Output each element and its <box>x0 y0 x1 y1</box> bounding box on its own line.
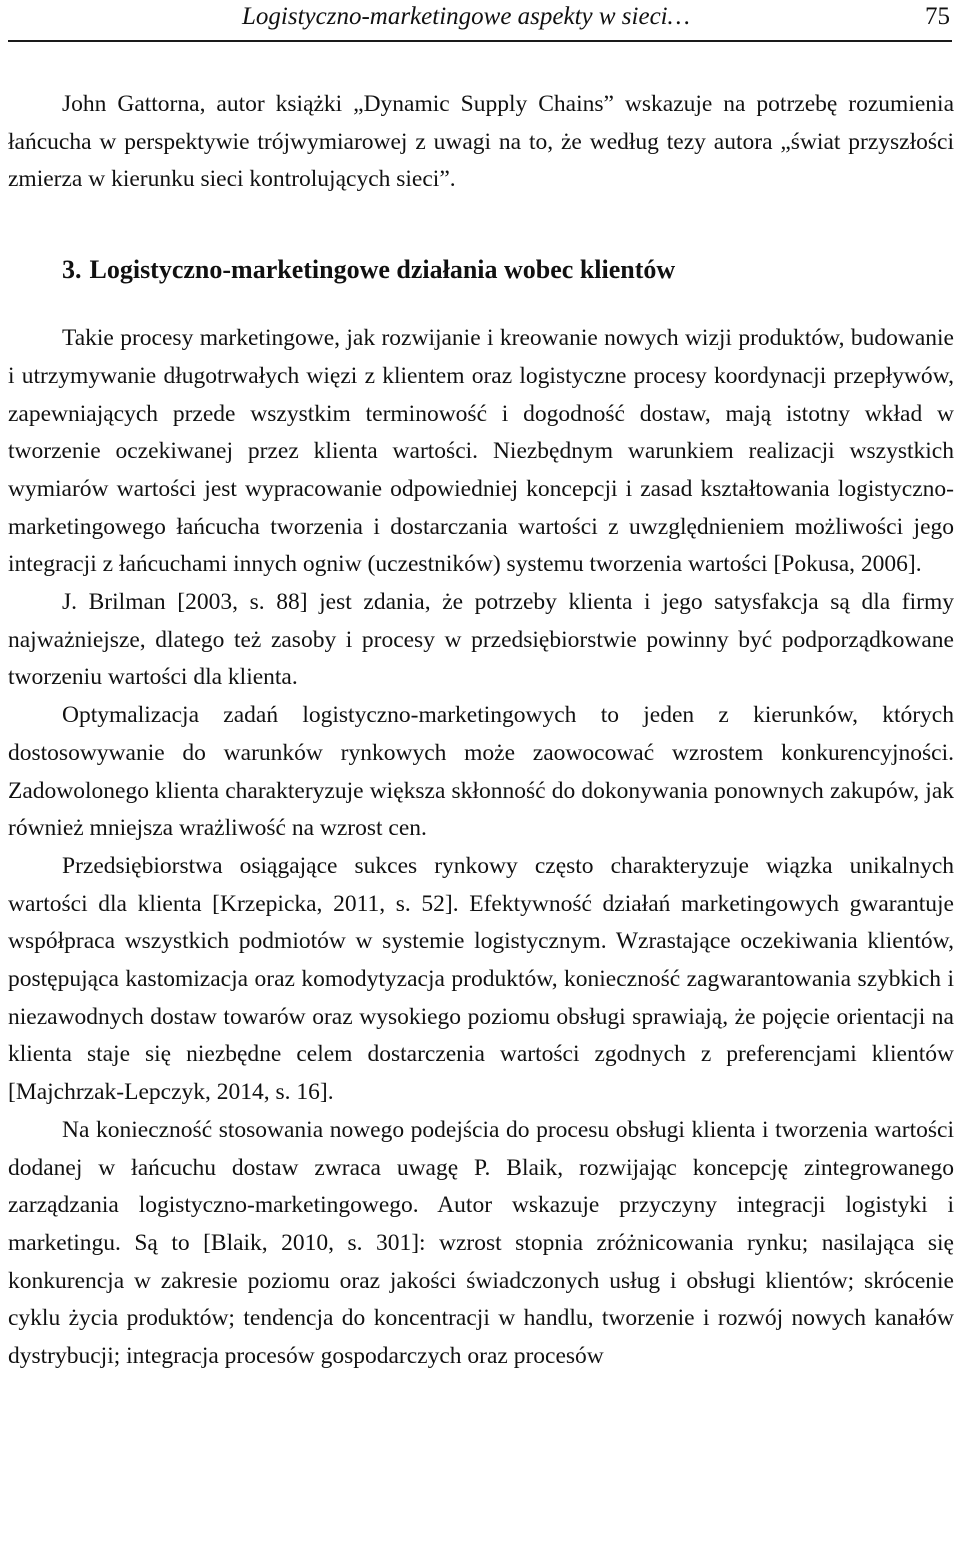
page-number: 75 <box>925 3 950 30</box>
section-heading <box>8 254 954 286</box>
paragraph: Takie procesy marketingowe, jak rozwijanie i kreowanie nowych wizji produktów, budowanie i utrzymywanie długotrwałych więzi z klientem oraz logistyczne procesy koordynacji przepływów, zapewniających przede wszystkim terminowość i dogodność dostaw, mają istotny wkład w tworzenie oczekiwanej przez klienta wartości. Niezbędnym warunkiem realizacji wszystkich wymiarów wartości jest wypracowanie odpowiedniej koncepcji i zasad kształtowania logistyczno-marketingowego łańcucha tworzenia i dostarczania wartości z uwzględnieniem możliwości jego integracji z łańcuchami innych ogniw (uczestników) systemu tworzenia wartości [Pokusa, 2006]. <box>8 325 954 578</box>
intro-paragraph: John Gattorna, autor książki „Dynamic Supply Chains” wskazuje na potrzebę rozumienia łańcucha w perspektywie trójwymiarowej z uwagi na to, że według tezy autora „świat przyszłości zmierza w kierunku sieci kontrolujących sieci”. <box>8 91 954 193</box>
paragraph: Na konieczność stosowania nowego podejścia do procesu obsługi klienta i tworzenia wartości dodanej w łańcuchu dostaw zwraca uwagę P. Blaik, rozwijając koncepcję zintegrowanego zarządzania logistyczno-marketingowego. Autor wskazuje przyczyny integracji logistyki i marketingu. Są to [Blaik, 2010, s. 301]: wzrost stopnia zróżnicowania rynku; nasilająca się konkurencja w zakresie poziomu oraz jakości świadczonych usług i obsługi klientów; skrócenie cyklu życia produktów; tendencja do koncentracji w handlu, tworzenie i rozwój nowych kanałów dystrybucji; integracja procesów gospodarczych oraz procesów <box>8 1116 954 1370</box>
page-header <box>8 0 952 42</box>
paragraph: Optymalizacja zadań logistyczno-marketingowych to jeden z kierunków, których dostosowywanie do warunków rynkowych może zaowocować wzrostem konkurencyjności. Zadowolonego klienta charakteryzuje większa skłonność do dokonywania ponownych zakupów, jak również mniejsza wrażliwość na wzrost cen. <box>8 702 954 842</box>
section-title: Logistyczno-marketingowe działania wobec klientów <box>89 255 676 285</box>
page-body <box>8 86 954 1376</box>
paragraph: J. Brilman [2003, s. 88] jest zdania, że potrzeby klienta i jego satysfakcja są dla firmy najważniejsze, dlatego też zasoby i procesy w przedsiębiorstwie powinny być podporządkowane tworzeniu wartości dla klienta. <box>8 589 954 691</box>
paragraph: Przedsiębiorstwa osiągające sukces rynkowy często charakteryzuje wiązka unikalnych wartości dla klienta [Krzepicka, 2011, s. 52]. Efektywność działań marketingowych gwarantuje współpraca wszystkich podmiotów w systemie logistycznym. Wzrastające oczekiwania klientów, postępująca kastomizacja oraz komodytyzacja produktów, konieczność zagwarantowania szybkich i niezawodnych dostaw towarów oraz wysokiego poziomu obsługi sprawiają, że pojęcie orientacji na klienta staje się niezbędne celem dostarczenia wartości zgodnych z preferencjami klientów [Majchrzak-Lepczyk, 2014, s. 16]. <box>8 852 954 1106</box>
running-title: Logistyczno-marketingowe aspekty w sieci… <box>242 3 690 30</box>
section-number: 3. <box>62 255 82 285</box>
